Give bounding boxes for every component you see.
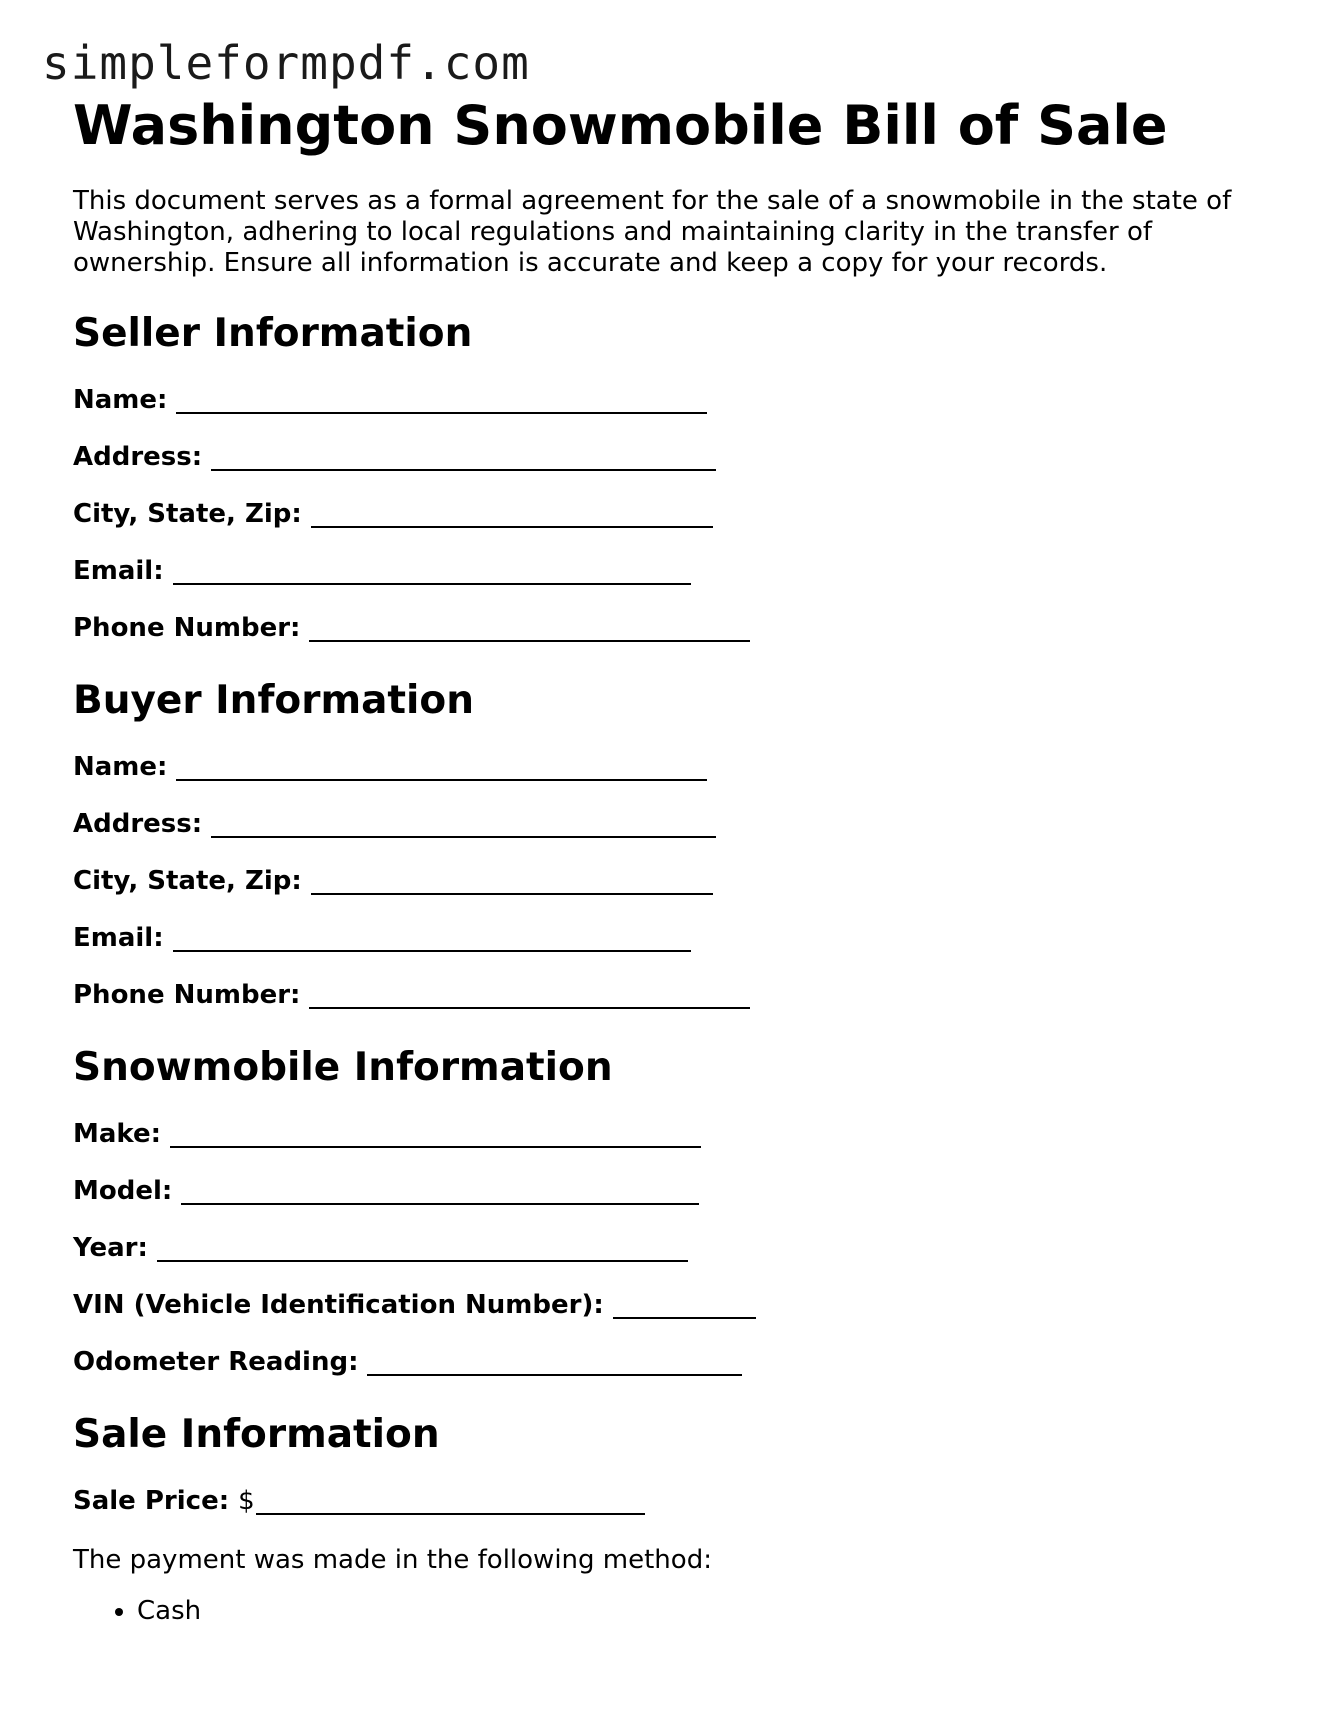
make-row — [73, 1117, 1253, 1152]
watermark: simpleformpdf.com — [42, 36, 530, 90]
buyer-name-field[interactable] — [176, 753, 707, 781]
buyer-name-row — [73, 750, 1253, 785]
seller-section — [73, 309, 1253, 646]
buyer-address-label: Address: — [73, 809, 203, 839]
buyer-email-field[interactable] — [173, 924, 691, 952]
year-label: Year: — [73, 1233, 148, 1263]
buyer-email-label: Email: — [73, 923, 164, 953]
seller-city-row — [73, 497, 1253, 532]
sale-heading: Sale Information — [73, 1412, 440, 1457]
model-label: Model: — [73, 1176, 173, 1206]
buyer-name-label: Name: — [73, 752, 168, 782]
seller-city-label: City, State, Zip: — [73, 499, 302, 529]
seller-name-row — [73, 383, 1253, 418]
odometer-row — [73, 1345, 1253, 1380]
buyer-phone-row — [73, 978, 1253, 1013]
buyer-heading: Buyer Information — [73, 678, 474, 723]
seller-phone-field[interactable] — [309, 614, 750, 642]
payment-method-text: The payment was made in the following method: — [73, 1545, 712, 1575]
model-field[interactable] — [181, 1177, 699, 1205]
year-row — [73, 1231, 1253, 1266]
buyer-address-field[interactable] — [211, 810, 716, 838]
buyer-address-row — [73, 807, 1253, 842]
model-row — [73, 1174, 1253, 1209]
seller-heading: Seller Information — [73, 311, 473, 356]
seller-address-field[interactable] — [211, 443, 716, 471]
sale-price-field[interactable] — [256, 1487, 645, 1515]
sale-price-label: Sale Price: — [73, 1486, 230, 1516]
buyer-phone-field[interactable] — [309, 981, 750, 1009]
buyer-city-field[interactable] — [311, 867, 713, 895]
seller-email-field[interactable] — [173, 557, 691, 585]
make-label: Make: — [73, 1119, 162, 1149]
seller-address-label: Address: — [73, 442, 203, 472]
seller-city-field[interactable] — [311, 500, 713, 528]
buyer-section — [73, 676, 1253, 1013]
seller-phone-label: Phone Number: — [73, 613, 301, 643]
odometer-label: Odometer Reading: — [73, 1347, 359, 1377]
sale-price-row — [73, 1484, 1253, 1519]
snowmobile-section — [73, 1043, 1253, 1380]
buyer-city-row — [73, 864, 1253, 899]
payment-method-cash: • Cash — [137, 1594, 1253, 1629]
vin-label: VIN (Vehicle Identification Number): — [73, 1290, 604, 1320]
intro-paragraph: This document serves as a formal agreement for the sale of a snowmobile in the state of Washington, adhering to local regulations and maintaining clarity in the transfer of ownership. Ensure all information is accurate and keep a copy for your records. — [73, 186, 1232, 278]
sale-section — [73, 1410, 1253, 1629]
seller-name-label: Name: — [73, 385, 168, 415]
seller-email-row — [73, 554, 1253, 589]
odometer-field[interactable] — [367, 1348, 742, 1376]
seller-address-row — [73, 440, 1253, 475]
vin-field[interactable] — [613, 1291, 756, 1319]
buyer-city-label: City, State, Zip: — [73, 866, 302, 896]
seller-email-label: Email: — [73, 556, 164, 586]
seller-name-field[interactable] — [176, 386, 707, 414]
year-field[interactable] — [157, 1234, 688, 1262]
payment-method-list — [73, 1594, 1253, 1629]
document-title: Washington Snowmobile Bill of Sale — [73, 94, 1168, 157]
buyer-phone-label: Phone Number: — [73, 980, 301, 1010]
vin-row — [73, 1288, 1253, 1323]
seller-phone-row — [73, 611, 1253, 646]
buyer-email-row — [73, 921, 1253, 956]
currency-symbol: $ — [238, 1486, 255, 1516]
bill-of-sale-document — [73, 90, 1253, 1629]
snowmobile-heading: Snowmobile Information — [73, 1045, 613, 1090]
make-field[interactable] — [170, 1120, 701, 1148]
